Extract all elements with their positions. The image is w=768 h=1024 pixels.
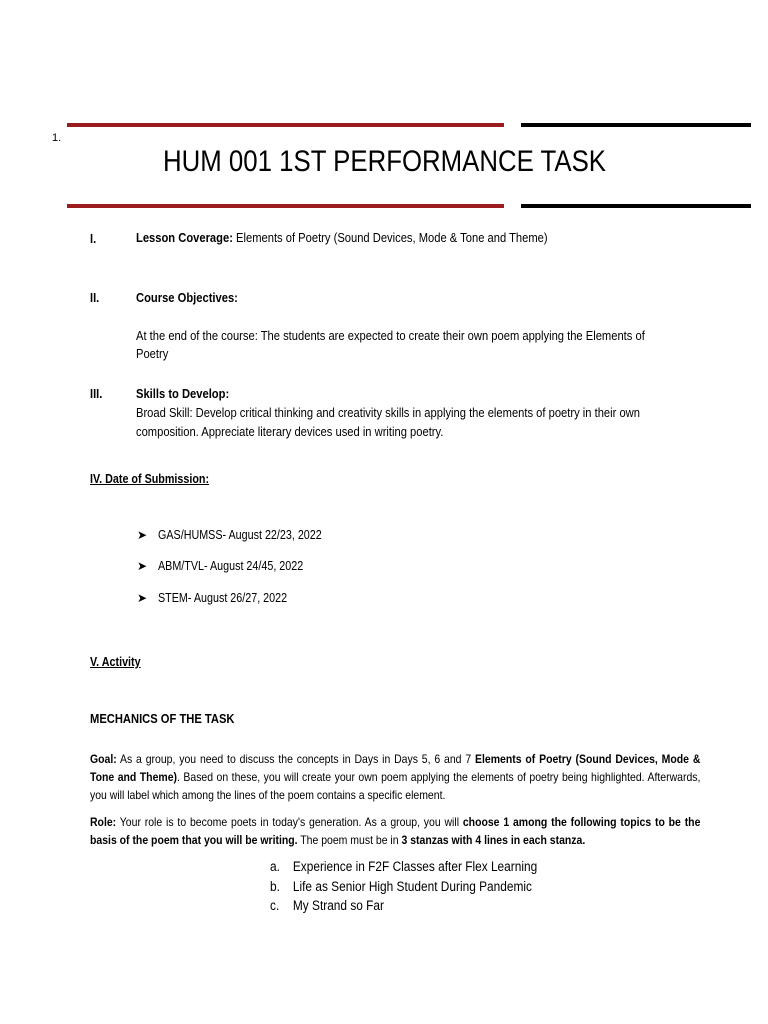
activity-heading: V. Activity	[90, 655, 141, 669]
course-objectives-line2: Poetry	[136, 346, 169, 361]
skills-line2: composition. Appreciate literary devices used in writing poetry.	[136, 424, 444, 439]
header-rule-red-top	[67, 123, 504, 127]
lesson-coverage-label: Lesson Coverage:	[136, 230, 233, 245]
topic-item: c. My Strand so Far	[270, 898, 384, 913]
header-rule-black-bottom	[521, 204, 751, 208]
page-number: 1.	[52, 132, 62, 144]
role-label: Role:	[90, 815, 117, 829]
skills-label: Skills to Develop:	[136, 386, 230, 401]
course-objectives-label: Course Objectives:	[136, 290, 238, 305]
topic-item: b. Life as Senior High Student During Pandemic	[270, 879, 532, 894]
section-numeral-i: I.	[90, 231, 97, 246]
goal-paragraph: Goal: As a group, you need to discuss the concepts in Days in Days 5, 6 and 7 Elements of Poetry (Sound Devices, Mode & Tone and Theme). Based on these, you will create your own poem applying the elements of poetry being highlighted. Afterwards, you will label which among the lines of the poem contains a specific element.	[90, 752, 701, 802]
section-numeral-iii: III.	[90, 386, 103, 401]
document-title: HUM 001 1ST PERFORMANCE TASK	[163, 145, 607, 178]
lesson-coverage-text: Elements of Poetry (Sound Devices, Mode & Tone and Theme)	[236, 230, 548, 245]
topic-item: a. Experience in F2F Classes after Flex Learning	[270, 859, 538, 874]
arrow-bullet-icon: ➤	[137, 528, 148, 542]
submission-list: ➤ GAS/HUMSS- August 22/23, 2022 ➤ ABM/TVL- August 24/45, 2022 ➤ STEM- August 26/27, 2022	[137, 528, 322, 605]
arrow-bullet-icon: ➤	[137, 559, 148, 573]
section-numeral-ii: II.	[90, 290, 100, 305]
arrow-bullet-icon: ➤	[137, 591, 148, 605]
role-paragraph: Role: Your role is to become poets in today's generation. As a group, you will choose 1 among the following topics to be the basis of the poem that you will be writing. The poem must be in 3 stanzas with 4 lines in each stanza.	[90, 815, 701, 847]
course-objectives-line1: At the end of the course: The students are expected to create their own poem applying the Elements of	[136, 328, 645, 343]
header-rule-black-top	[521, 123, 751, 127]
goal-label: Goal:	[90, 752, 117, 766]
date-of-submission-heading: IV. Date of Submission:	[90, 472, 210, 486]
lesson-coverage-line	[136, 230, 548, 245]
mechanics-heading: MECHANICS OF THE TASK	[90, 711, 235, 726]
header-rule-red-bottom	[67, 204, 504, 208]
skills-line1: Broad Skill: Develop critical thinking and creativity skills in applying the elements of poetry in their own	[136, 405, 640, 420]
